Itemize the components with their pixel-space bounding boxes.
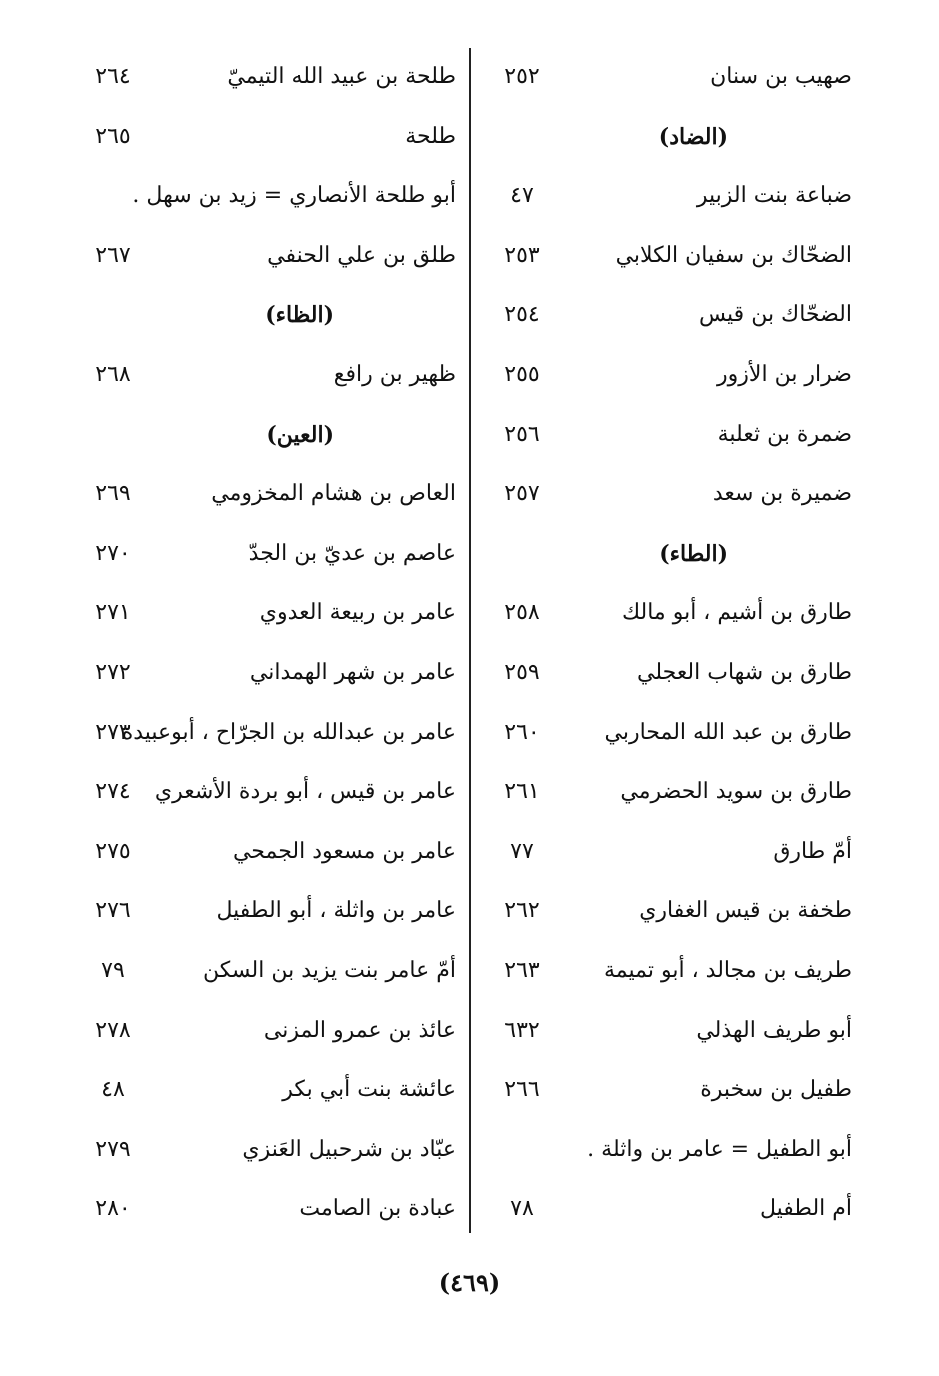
- entry-name: أمّ طارق: [773, 838, 852, 864]
- index-entry: [60, 884, 464, 944]
- index-column-right: [478, 50, 878, 1242]
- entry-number: ٧٧: [510, 838, 534, 864]
- entry-number: ٢٥٦: [504, 421, 540, 447]
- entry-number: ٢٧٣: [95, 719, 131, 745]
- index-entry: [60, 1004, 464, 1064]
- index-entry: [60, 1063, 464, 1123]
- index-entry: [60, 467, 464, 527]
- entry-name: ضباعة بنت الزبير: [696, 183, 852, 209]
- entry-name: ضمرة بن ثعلبة: [717, 421, 852, 447]
- index-entry: [478, 288, 878, 348]
- entry-number: ٢٧٥: [95, 838, 131, 864]
- entry-name: عبّاد بن شرحبيل العَنزي: [242, 1136, 456, 1162]
- section-heading: (العين): [266, 421, 334, 448]
- page-number: (٤٦٩): [438, 1268, 501, 1297]
- entry-number: ٤٧: [510, 183, 534, 209]
- index-entry: [60, 169, 464, 229]
- index-entry: [478, 1004, 878, 1064]
- index-entry: [60, 646, 464, 706]
- entry-number: ٢٦٥: [95, 123, 131, 149]
- index-entry: [60, 1123, 464, 1183]
- index-entry: [478, 586, 878, 646]
- index-entry: [478, 646, 878, 706]
- section-heading-row: [478, 527, 878, 587]
- entry-name: عائشة بنت أبي بكر: [282, 1077, 456, 1103]
- index-entry: [478, 408, 878, 468]
- entry-number: ٧٩: [101, 957, 125, 983]
- entry-name: عبادة بن الصامت: [299, 1196, 456, 1222]
- index-entry: [60, 348, 464, 408]
- entry-number: ٢٦١: [504, 779, 540, 805]
- section-heading: (الضاد): [658, 123, 728, 150]
- entry-number: ٢٦٣: [504, 957, 540, 983]
- entry-name: طارق بن أشيم ، أبو مالك: [621, 600, 852, 626]
- index-entry: [478, 706, 878, 766]
- index-entry: [478, 944, 878, 1004]
- entry-number: ٢٦٨: [95, 361, 131, 387]
- entry-number: ٢٧٩: [95, 1136, 131, 1162]
- entry-name: عامر بن ربيعة العدوي: [259, 600, 456, 626]
- entry-number: ٢٦٤: [95, 64, 131, 89]
- entry-name: الضحّاك بن قيس: [699, 302, 852, 328]
- entry-number: ٢٥٩: [504, 659, 540, 685]
- index-entry: [478, 765, 878, 825]
- section-heading-row: [60, 408, 464, 468]
- entry-name: عائذ بن عمرو المزنى: [263, 1017, 456, 1043]
- index-entry: [60, 229, 464, 289]
- entry-number: ٢٦٧: [95, 242, 131, 268]
- index-entry: [478, 825, 878, 885]
- index-entry: [60, 944, 464, 1004]
- index-entry: [60, 1182, 464, 1242]
- entry-number: ٧٨: [510, 1196, 534, 1222]
- entry-number: ٢٥٧: [504, 481, 540, 507]
- entry-name: أبو طلحة الأنصاري = زيد بن سهل .: [132, 183, 456, 209]
- index-entry: [60, 706, 464, 766]
- entry-name: العاص بن هشام المخزومي: [211, 481, 456, 507]
- index-entry: [478, 884, 878, 944]
- section-heading-row: [478, 110, 878, 170]
- entry-name: طارق بن سويد الحضرمي: [620, 779, 852, 805]
- entry-name: أم الطفيل: [759, 1196, 852, 1222]
- index-entry: [478, 1063, 878, 1123]
- index-entry: [478, 169, 878, 229]
- entry-number: ٢٧٠: [95, 540, 131, 566]
- entry-number: ٢٦٠: [504, 719, 540, 745]
- section-heading: (الطاء): [659, 540, 728, 567]
- index-entry: [478, 348, 878, 408]
- index-entry: [60, 110, 464, 170]
- entry-name: عامر بن عبدالله بن الجرّاح ، أبوعبيدة: [121, 719, 456, 745]
- entry-name: طلحة بن عبيد الله التيميّ: [227, 64, 456, 89]
- entry-number: ٢٥٤: [504, 302, 540, 328]
- entry-name: عامر بن واثلة ، أبو الطفيل: [216, 898, 456, 924]
- section-heading-row: [60, 288, 464, 348]
- entry-name: عامر بن مسعود الجمحي: [232, 838, 456, 864]
- index-entry: [60, 527, 464, 587]
- entry-name: طارق بن عبد الله المحاربي: [604, 719, 852, 745]
- entry-name: ضميرة بن سعد: [712, 481, 852, 507]
- entry-number: ٢٥٥: [504, 361, 540, 387]
- entry-name: الضحّاك بن سفيان الكلابي: [615, 242, 852, 268]
- index-entry: [60, 765, 464, 825]
- entry-name: عامر بن قيس ، أبو بردة الأشعري: [154, 779, 456, 805]
- entry-number: ٢٧٨: [95, 1017, 131, 1043]
- index-entry: [478, 1182, 878, 1242]
- entry-number: ٦٣٢: [504, 1017, 540, 1043]
- entry-name: ضرار بن الأزور: [717, 361, 852, 387]
- entry-number: ٢٦٩: [95, 481, 131, 507]
- index-entry: [60, 50, 464, 110]
- entry-number: ٢٧١: [95, 600, 131, 626]
- entry-name: ظهير بن رافع: [333, 361, 456, 387]
- column-divider: [469, 48, 471, 1233]
- entry-name: عاصم بن عديّ بن الجدّ: [248, 540, 456, 566]
- index-entry: [478, 50, 878, 110]
- index-entry: [60, 825, 464, 885]
- entry-name: طلق بن علي الحنفي: [267, 242, 456, 268]
- entry-number: ٢٧٦: [95, 898, 131, 924]
- index-entry: [60, 586, 464, 646]
- entry-name: أمّ عامر بنت يزيد بن السكن: [203, 957, 456, 983]
- entry-name: صهيب بن سنان: [710, 64, 852, 89]
- entry-name: عامر بن شهر الهمداني: [249, 659, 456, 685]
- section-heading: (الظاء): [265, 302, 334, 329]
- entry-name: طخفة بن قيس الغفاري: [639, 898, 852, 924]
- entry-number: ٢٥٣: [504, 242, 540, 268]
- entry-name: أبو الطفيل = عامر بن واثلة .: [587, 1136, 852, 1162]
- entry-name: طارق بن شهاب العجلي: [637, 659, 852, 685]
- entry-name: أبو طريف الهذلي: [696, 1017, 852, 1043]
- index-entry: [478, 229, 878, 289]
- index-entry: [478, 1123, 878, 1183]
- entry-number: ٢٦٦: [504, 1077, 540, 1103]
- entry-name: طلحة: [405, 123, 456, 149]
- index-entry: [478, 467, 878, 527]
- entry-name: طريف بن مجالد ، أبو تميمة: [603, 957, 852, 983]
- entry-number: ٢٥٢: [504, 64, 540, 89]
- entry-number: ٤٨: [101, 1077, 125, 1103]
- entry-number: ٢٧٤: [95, 779, 131, 805]
- index-column-left: [60, 50, 464, 1242]
- entry-name: طفيل بن سخبرة: [700, 1077, 852, 1103]
- entry-number: ٢٨٠: [95, 1196, 131, 1222]
- entry-number: ٢٧٢: [95, 659, 131, 685]
- entry-number: ٢٥٨: [504, 600, 540, 626]
- entry-number: ٢٦٢: [504, 898, 540, 924]
